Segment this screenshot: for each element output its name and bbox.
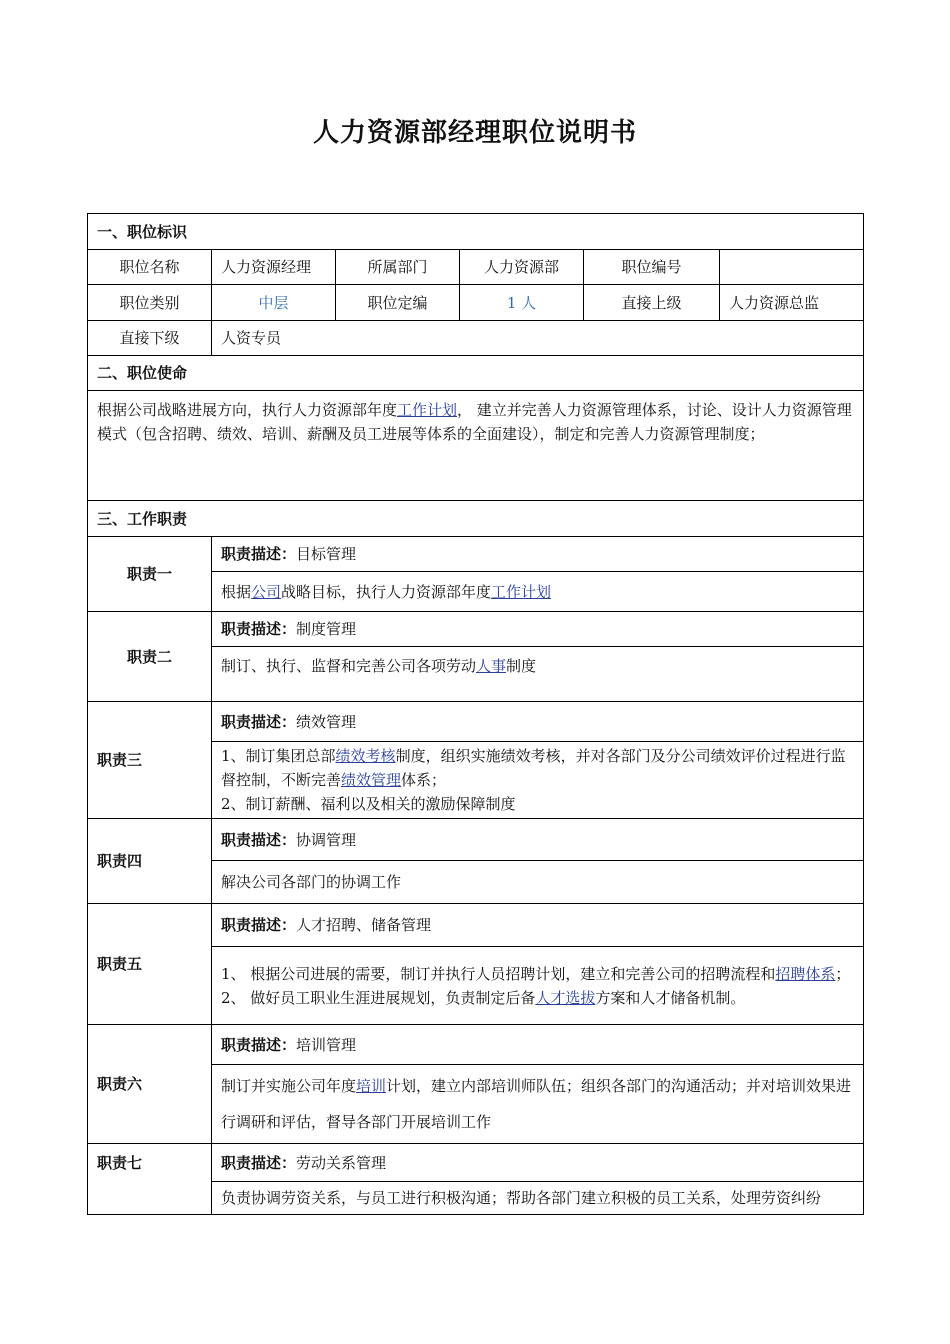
duty-2-label: 职责二 <box>88 612 212 702</box>
duty-6-label: 职责六 <box>88 1025 212 1144</box>
duty-7-detail: 负责协调劳资关系，与员工进行积极沟通；帮助各部门建立积极的员工关系，处理劳资纠纷 <box>212 1182 864 1215</box>
link-talent-selection[interactable]: 人才选拔 <box>535 988 596 1007</box>
link-recruitment-system[interactable]: 招聘体系 <box>775 964 836 983</box>
label-superior: 直接上级 <box>584 285 720 321</box>
value-position-code <box>720 250 864 285</box>
value-department: 人力资源部 <box>460 250 584 285</box>
link-personnel[interactable]: 人事 <box>476 657 507 675</box>
label-headcount: 职位定编 <box>336 285 460 321</box>
value-position-type: 中层 <box>212 285 336 321</box>
link-performance-management[interactable]: 绩效管理 <box>341 771 402 789</box>
duty-7-label: 职责七 <box>88 1144 212 1215</box>
value-headcount: 1 人 <box>460 285 584 321</box>
duty-3-detail: 1、制订集团总部绩效考核制度，组织实施绩效考核，并对各部门及分公司绩效评价过程进行监督控制，不断完善绩效管理体系； 2、制订薪酬、福利以及相关的激励保障制度 <box>212 742 864 819</box>
duty-3-title: 职责描述：绩效管理 <box>212 702 864 742</box>
duty-2-title: 职责描述：制度管理 <box>212 612 864 647</box>
value-subordinate: 人资专员 <box>212 321 864 356</box>
document-title: 人力资源部经理职位说明书 <box>312 118 637 148</box>
duty-5-title: 职责描述：人才招聘、储备管理 <box>212 904 864 947</box>
link-training[interactable]: 培训 <box>356 1077 387 1095</box>
duty-5-detail: 1、 根据公司进展的需要，制订并执行人员招聘计划，建立和完善公司的招聘流程和招聘体系； 2、 做好员工职业生涯进展规划，负责制定后备人才选拔方案和人才储备机制。 <box>212 947 864 1025</box>
duty-4-title: 职责描述：协调管理 <box>212 819 864 861</box>
link-work-plan[interactable]: 工作计划 <box>397 401 458 419</box>
duty-2-detail: 制订、执行、监督和完善公司各项劳动人事制度 <box>212 647 864 702</box>
label-department: 所属部门 <box>336 250 460 285</box>
link-company[interactable]: 公司 <box>251 582 282 601</box>
value-position-name: 人力资源经理 <box>212 250 336 285</box>
label-subordinate: 直接下级 <box>88 321 212 356</box>
job-description-table <box>87 213 864 1215</box>
label-position-type: 职位类别 <box>88 285 212 321</box>
duty-3-label: 职责三 <box>88 702 212 819</box>
label-position-code: 职位编号 <box>584 250 720 285</box>
duty-1-detail: 根据公司战略目标，执行人力资源部年度工作计划 <box>212 572 864 612</box>
duty-5-label: 职责五 <box>88 904 212 1025</box>
duty-7-title: 职责描述：劳动关系管理 <box>212 1144 864 1182</box>
duty-4-detail: 解决公司各部门的协调工作 <box>212 861 864 904</box>
duty-4-label: 职责四 <box>88 819 212 904</box>
label-position-name: 职位名称 <box>88 250 212 285</box>
section-heading-duties: 三、工作职责 <box>88 501 864 537</box>
value-superior: 人力资源总监 <box>720 285 864 321</box>
link-work-plan-2[interactable]: 工作计划 <box>491 582 552 601</box>
duty-6-title: 职责描述：培训管理 <box>212 1025 864 1065</box>
link-performance-appraisal[interactable]: 绩效考核 <box>335 747 396 765</box>
section-heading-position-id: 一、职位标识 <box>88 214 864 250</box>
duty-1-title: 职责描述：目标管理 <box>212 537 864 572</box>
section-heading-mission: 二、职位使命 <box>88 356 864 391</box>
mission-text: 根据公司战略进展方向，执行人力资源部年度工作计划， 建立并完善人力资源管理体系，讨论、设计人力资源管理模式（包含招聘、绩效、培训、薪酬及员工进展等体系的全面建设），制定和完善人力资源管理制度； <box>88 391 864 501</box>
duty-6-detail: 制订并实施公司年度培训计划，建立内部培训师队伍；组织各部门的沟通活动；并对培训效果进行调研和评估，督导各部门开展培训工作 <box>212 1065 864 1144</box>
duty-1-label: 职责一 <box>88 537 212 612</box>
